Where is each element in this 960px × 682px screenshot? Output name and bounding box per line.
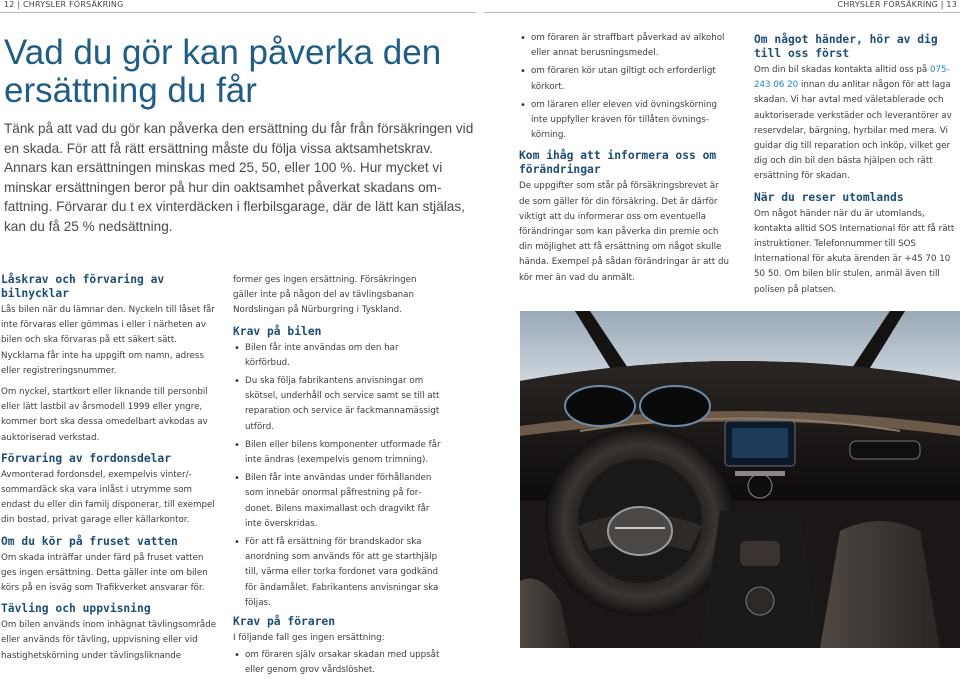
list-item: • om läraren eller eleven vid övningskörning inte uppfyller kraven för tillåten övningskörning. [519,98,729,144]
list-item: • Bilen eller bilens komponenter utformade får inte ändras (exempelvis genom trimning). [233,438,443,468]
paragraph-travel-abroad: Om något händer när du är utomlands, kontakta alltid SOS International för att få rätt instruktioner. Telefonnummer till SOS International för akuta ärenden är +45 70 10 50 50. Om bilen blir stulen, anmäl även till polisen på platsen. [754,208,955,295]
page-header-left: 12 | CHRYSLER FÖRSÄKRING [4,0,124,9]
list-item: • Bilen får inte användas under förhållanden som innebär onormal påfrestning på fordonet. Bilens maximallast och dragvikt får inte överskridas. [233,471,443,532]
paragraph-driver-intro: I följande fall ges ingen ersättning: [233,633,385,644]
car-interior-photo [520,311,960,648]
heading-lock-requirements: Låskrav och förvaring av bilnycklar [1,273,165,300]
page-title: Vad du gör kan påverka den ersättning du får [4,33,442,110]
paragraph-competition-cont: former ges ingen ersättning. Försäkringen gäller inte på någon del av tävlingsbanan Nordslingan på Nürburgring i Tyskland. [233,275,417,316]
paragraph-inform-changes: De uppgifter som står på försäkringsbrevet är de som gäller för din försäkring. Det är därför viktigt att du informerar oss om eventuella förändringar som kan påverka din premie och din möjlighet att få ersättning om något skulle hända. Exempel på sådan förändringar är att du kör mer än vad du anmält. [519,181,729,283]
column-2 [233,273,443,682]
list-item: • om föraren kör utan giltigt och erforderligt körkort. [519,64,729,94]
heading-travel-abroad: När du reser utomlands [754,190,904,204]
paragraph-contact-us: Om din bil skadas kontakta alltid oss på 075-243 06 20 innan du anlitar någon för att laga skadan. Vi har avtal med väletablerade och auktoriserade verkstäder och leverantörer av reservdelar, bärgning, hyrbilar med mera. Vi guidar dig till reparation och inköp, vilket ger dig och din bil den bästa hjälpen och rätt ersättning för skadan. [754,65,952,182]
column-4 [754,33,958,304]
paragraph-storage: Avmonterad fordonsdel, exempelvis vinter/sommardäck ska vara inlåst i utrymme som endast du eller din familj disponerar, till exempel din bostad, privat garage eller källarkontor. [1,469,215,526]
list-driver-requirements-cont [519,31,729,143]
header-divider-right [484,12,960,13]
list-item: • om föraren är straffbart påverkad av alkohol eller annat berusningsmedel. [519,31,729,61]
heading-competition: Tävling och uppvisning [1,602,151,616]
paragraph-lock-2: Om nyckel, startkort eller liknande till personbil eller lätt lastbil av årsmodell 1999 eller yngre, kommer bort ska dessa omedelbart avkodas av auktoriserad verkstad. [1,387,208,443]
list-car-requirements [233,341,443,611]
page-header-right: CHRYSLER FÖRSÄKRING | 13 [837,0,957,9]
intro-paragraph: Tänk på att vad du gör kan påverka den ersättning du får från försäkringen vid en skada. För att få rätt ersättning måste du följa vissa aktsamhetskrav. Annars kan ersättningen minskas med 25, 50, eller 100 %. Hur mycket vi minskar ersättningen beror på hur din oaktsamhet påverkat skadans omfattning. Förvarar du t ex vinterdäcken i flerbilsgarage, där de lätt kan stjälas, kan du få 25 % nedsättning. [4,121,474,234]
column-3 [519,31,729,292]
heading-inform-changes: Kom ihåg att informera oss om förändringar [519,149,717,177]
heading-vehicle-parts-storage: Förvaring av fordonsdelar [1,451,172,465]
paragraph-lock-1: Lås bilen när du lämnar den. Nyckeln till låset får inte förvaras eller gömmas i eller i närheten av bilen och ska förvaras på ett säkert sätt. Nycklarna får inte ha uppgift om namn, adress eller registreringsnummer. [1,305,215,376]
phone-number[interactable]: 075-243 06 20 [754,65,950,91]
heading-contact-us-first: Om något händer, hör av dig till oss först [754,33,938,60]
heading-car-requirements: Krav på bilen [233,324,322,338]
list-item: • Du ska följa fabrikantens anvisningar om skötsel, underhåll och service samt se till att reparation och service är fackmannamässigt utförd. [233,374,443,435]
heading-frozen-water: Om du kör på fruset vatten [1,534,178,548]
paragraph-competition: Om bilen används inom inhägnat tävlingsområde eller används för tävling, uppvisning eller vid hastighetskörning under tävlingsliknande [1,620,217,661]
column-1 [1,273,219,670]
list-driver-requirements [233,648,443,678]
list-item: • om föraren själv orsakar skadan med uppsåt eller genom grov vårdslöshet. [233,648,443,678]
list-item: • Bilen får inte användas om den har körförbud. [233,341,443,371]
list-item: • För att få ersättning för brandskador ska anordning som används för att ge starthjälp till, värma eller torka fordonet vara godkänd för ändamålet. Fabrikantens anvisningar ska följas. [233,535,443,611]
heading-driver-requirements: Krav på föraren [233,615,336,629]
header-divider-left [0,12,476,13]
paragraph-frozen-water: Om skada inträffar under färd på fruset vatten ges ingen ersättning. Detta gäller inte om bilen körs på en isväg som Trafikverket ansvarar för. [1,552,208,594]
